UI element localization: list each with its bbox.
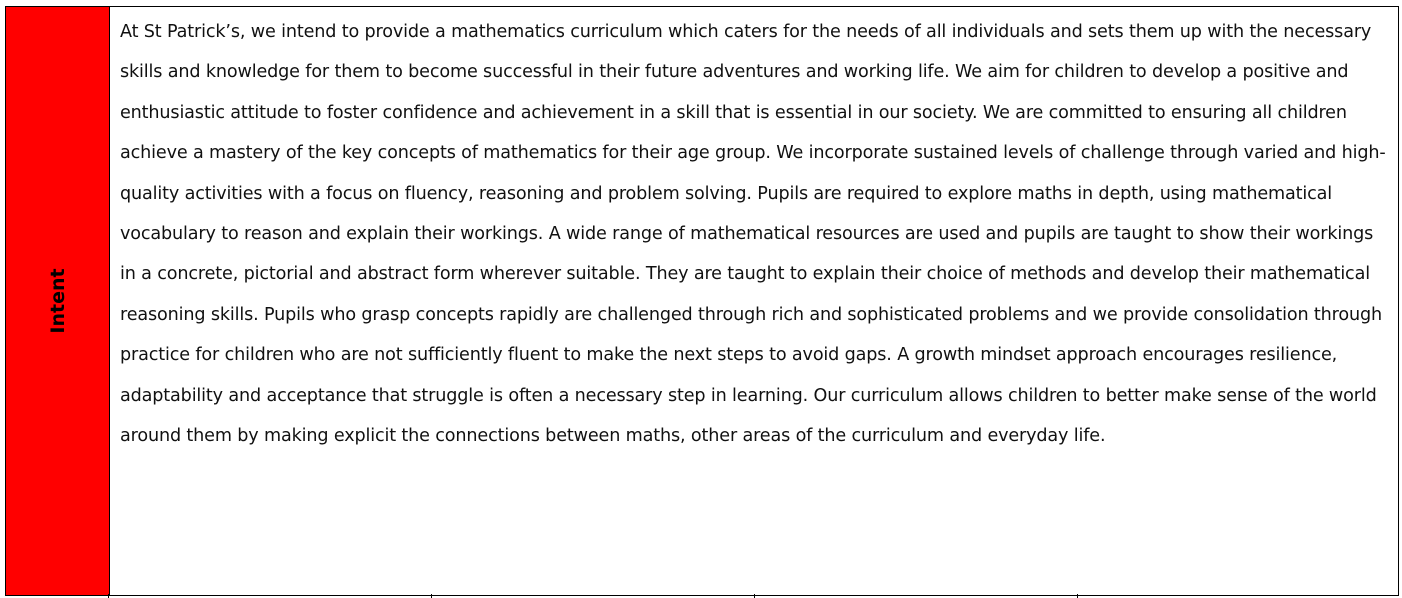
intent-paragraph: At St Patrick’s, we intend to provide a mathematics curriculum which caters for the needs of all individuals and sets them up with the necessary skills and knowledge for them to become successful in their future adventures and working life. We aim for children to develop a positive and enthusiastic attitude to foster confidence and achievement in a skill that is essential in our society. We are committed to ensuring all children achieve a mastery of the key concepts of mathematics for their age group. We incorporate sustained levels of challenge through varied and high-quality activities with a focus on fluency, reasoning and problem solving. Pupils are required to explore maths in depth, using mathematical vocabulary to reason and explain their workings. A wide range of mathematical resources are used and pupils are taught to show their workings in a concrete, pictorial and abstract form wherever suitable. They are taught to explain their choice of methods and develop their mathematical reasoning skills. Pupils who grasp concepts rapidly are challenged through rich and sophisticated problems and we provide consolidation through practice for children who are not sufficiently fluent to make the next steps to avoid gaps. A growth mindset approach encourages resilience, adaptability and acceptance that struggle is often a necessary step in learning. Our curriculum allows children to better make sense of the world around them by making explicit the connections between maths, other areas of the curriculum and everyday life. xyxy=(120,22,1386,447)
column-divider-tick xyxy=(1077,594,1078,598)
intent-content-cell xyxy=(110,7,1398,595)
intent-label: Intent xyxy=(46,268,69,334)
column-divider-tick xyxy=(431,594,432,598)
intent-table xyxy=(5,6,1399,596)
column-divider-tick xyxy=(108,594,109,598)
column-divider-tick xyxy=(754,594,755,598)
intent-label-cell xyxy=(6,7,110,595)
